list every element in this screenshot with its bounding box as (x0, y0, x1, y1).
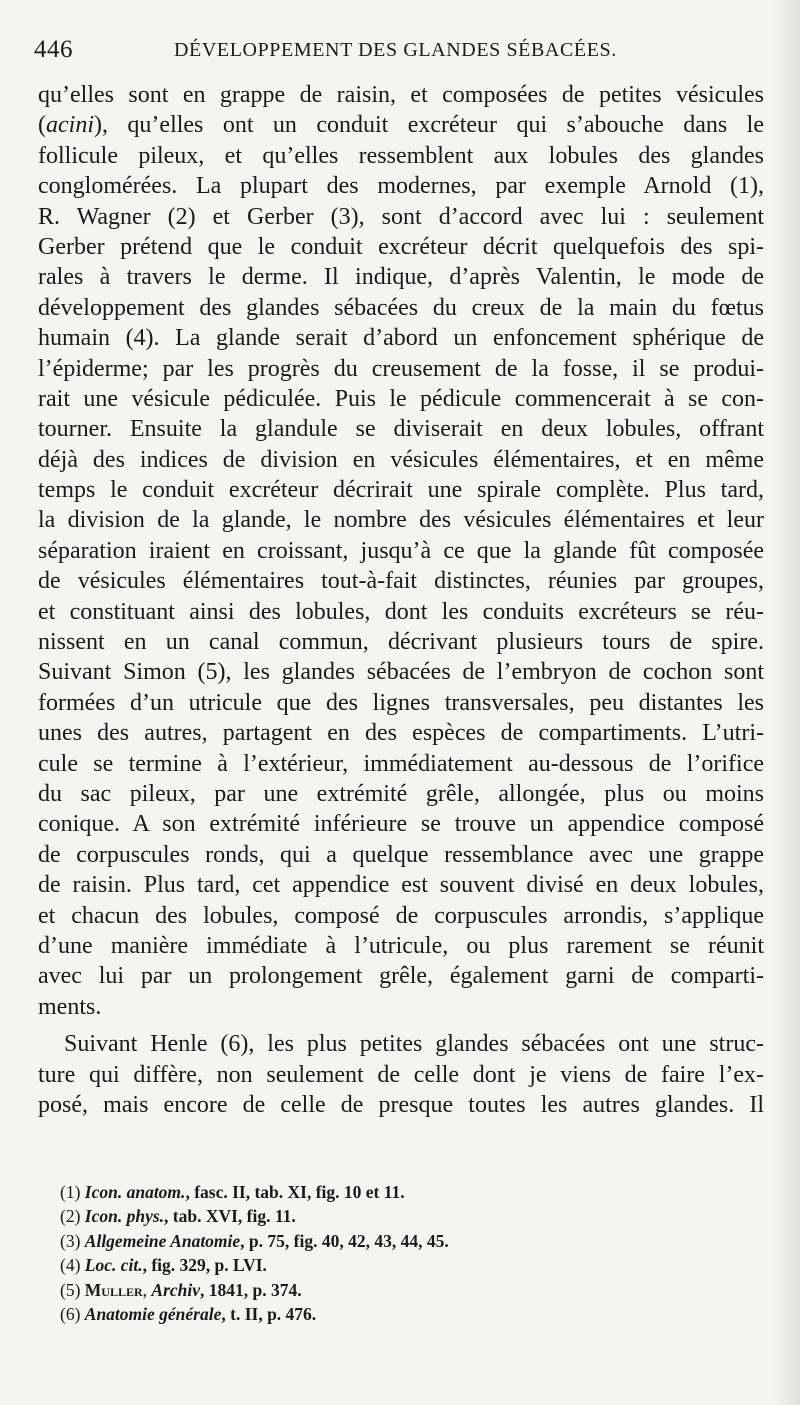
text-line: (acini), qu’elles ont un conduit excréteur qui s’abouche dans le (38, 112, 764, 139)
text-line: rales à travers le derme. Il indique, d’après Valentin, le mode de (38, 264, 764, 291)
footnote-marker: (2) (60, 1206, 85, 1227)
text-line: Suivant Simon (5), les glandes sébacées de l’embryon de cochon sont (38, 659, 764, 686)
body-text (38, 80, 764, 1120)
paragraph-gap (38, 1022, 764, 1029)
footnote-marker: (6) (60, 1303, 85, 1324)
text-line: conique. A son extrémité inférieure se trouve un appendice composé (38, 811, 764, 838)
footnote-marker: (1) (60, 1182, 85, 1202)
footnote-reference: Icon. phys. (84, 1206, 165, 1227)
text-line: tourner. Ensuite la glandule se diviserait en deux lobules, offrant (38, 416, 764, 443)
footnote-reference: Icon. anatom. (84, 1182, 186, 1202)
text-line: ture qui diffère, non seulement de celle dont je viens de faire l’ex- (38, 1061, 764, 1088)
text-line: séparation iraient en croissant, jusqu’à ce que la glande fût composée (38, 537, 764, 564)
text-line: avec lui par un prolongement grêle, également garni de comparti- (38, 963, 764, 990)
paragraph (38, 80, 764, 1022)
text-line: de vésicules élémentaires tout-à-fait distinctes, réunies par groupes, (38, 568, 764, 595)
text-line: follicule pileux, et qu’elles ressemblent aux lobules des glandes (38, 142, 764, 169)
text-line: conglomérées. La plupart des modernes, par exemple Arnold (1), (38, 173, 764, 200)
footnote-detail: , fig. 329, p. LVI. (142, 1255, 267, 1276)
text-line: nissent en un canal commun, décrivant plusieurs tours de spire. (38, 629, 764, 656)
text-line: l’épiderme; par les progrès du creusement de la fosse, il se produi- (38, 355, 764, 382)
footnote-author: Muller (84, 1279, 143, 1300)
text-line: cule se termine à l’extérieur, immédiatement au-dessous de l’orifice (38, 750, 764, 777)
footnote-marker: (5) (60, 1279, 85, 1300)
footnote-reference: Archiv (151, 1279, 201, 1300)
text-line: Gerber prétend que le conduit excréteur décrit quelquefois des spi- (38, 233, 764, 260)
text-line: humain (4). La glande serait d’abord un enfoncement sphérique de (38, 325, 764, 352)
text-line: posé, mais encore de celle de presque toutes les autres glandes. Il (38, 1091, 764, 1118)
footnotes (60, 1180, 760, 1326)
footnote: (5) Muller, Archiv, 1841, p. 374. (60, 1279, 302, 1300)
footnote-reference: Allgemeine Anatomie (84, 1230, 241, 1251)
text-line: de corpuscules ronds, qui a quelque ressemblance avec une grappe (38, 841, 764, 868)
text-line: ments. (38, 993, 102, 1020)
text-line: Suivant Henle (6), les plus petites glandes sébacées ont une struc- (64, 1031, 764, 1058)
text-line: formées d’un utricule que des lignes transversales, peu distantes les (38, 689, 764, 716)
text-line: R. Wagner (2) et Gerber (3), sont d’accord avec lui : seulement (38, 203, 764, 230)
text-line: qu’elles sont en grappe de raisin, et composées de petites vésicules (38, 82, 764, 108)
text-line: et constituant ainsi des lobules, dont les conduits excréteurs se réu- (38, 598, 764, 625)
text-line: déjà des indices de division en vésicules élémentaires, et en même (38, 446, 764, 473)
text-line: et chacun des lobules, composé de corpuscules arrondis, s’applique (38, 902, 764, 929)
text-line: développement des glandes sébacées du creux de la main du fœtus (38, 294, 764, 321)
footnote-detail: , t. II, p. 476. (221, 1303, 317, 1324)
footnote-detail: , tab. XVI, fig. 11. (164, 1206, 296, 1227)
footnote-marker: (3) (60, 1230, 85, 1251)
footnote (60, 1180, 760, 1204)
footnote-marker: (4) (60, 1255, 85, 1276)
text-line: d’une manière immédiate à l’utricule, ou plus rarement se réunit (38, 932, 764, 959)
footnote (60, 1302, 760, 1326)
text-line: du sac pileux, par une extrémité grêle, allongée, plus ou moins (38, 780, 764, 807)
running-head (34, 36, 764, 68)
running-title: DÉVELOPPEMENT DES GLANDES SÉBACÉES. (174, 39, 617, 61)
page-number: 446 (34, 36, 73, 63)
footnote-detail: , fasc. II, tab. XI, fig. 10 et 11. (185, 1182, 405, 1202)
footnote-reference: Loc. cit. (84, 1255, 143, 1276)
text-line: de raisin. Plus tard, cet appendice est souvent divisé en deux lobules, (38, 872, 764, 899)
text-line: unes des autres, partagent en des espèces de compartiments. L’utri- (38, 720, 764, 747)
footnote-detail: , p. 75, fig. 40, 42, 43, 44, 45. (240, 1230, 449, 1251)
paragraph (38, 1029, 764, 1120)
footnote (60, 1229, 760, 1253)
text-line: temps le conduit excréteur décrirait une spirale complète. Plus tard, (38, 477, 764, 504)
footnote (60, 1204, 760, 1228)
text-line: la division de la glande, le nombre des vésicules élémentaires et leur (38, 507, 764, 534)
footnote-detail: , 1841, p. 374. (200, 1279, 302, 1300)
footnote (60, 1253, 760, 1277)
footnote-reference: Anatomie générale (84, 1303, 222, 1324)
text-line: rait une vésicule pédiculée. Puis le pédicule commencerait à se con- (38, 385, 764, 412)
